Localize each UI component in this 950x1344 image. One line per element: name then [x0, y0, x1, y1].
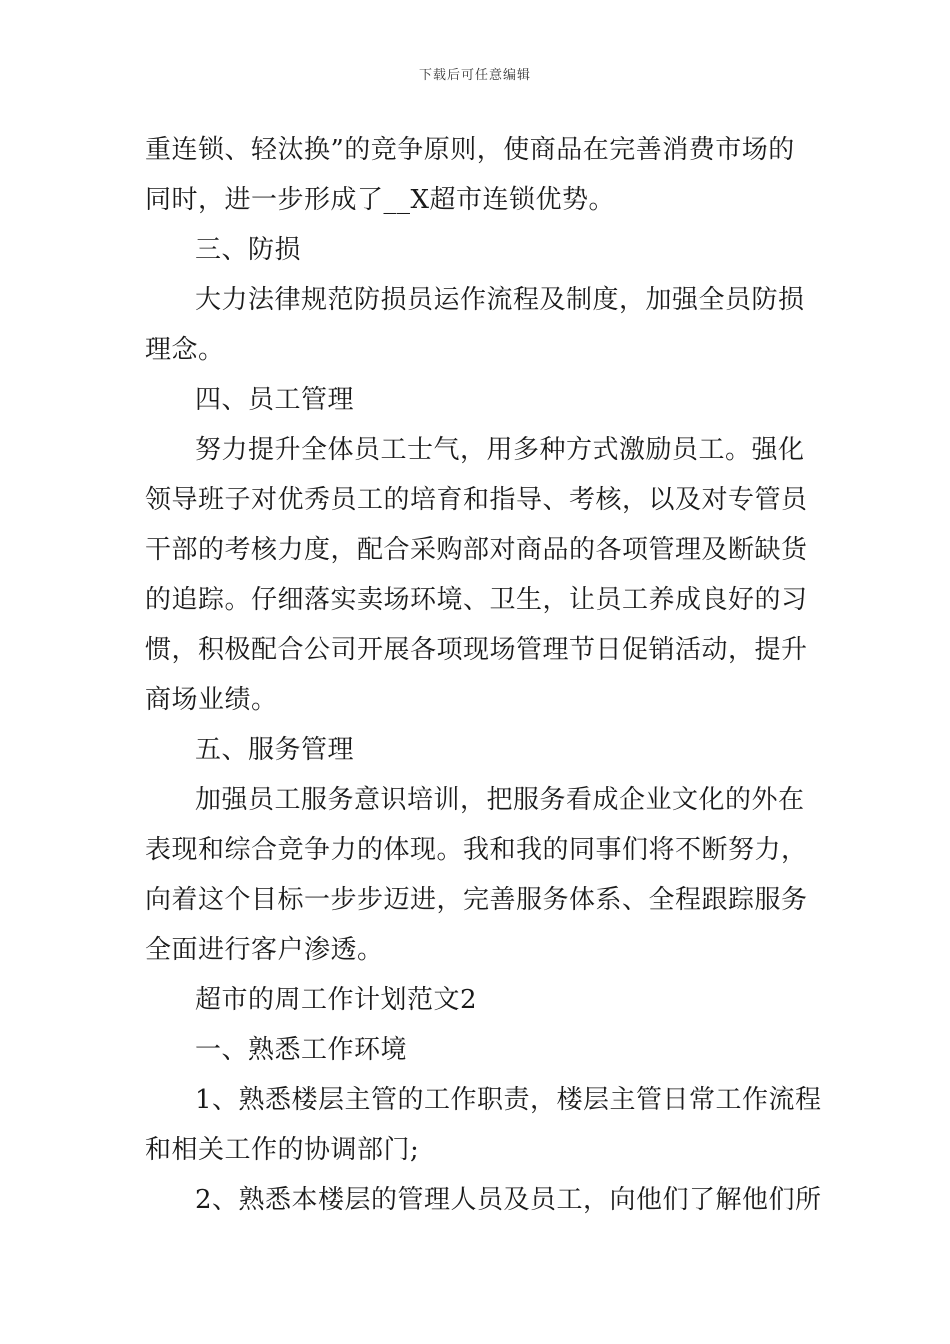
text-line: 全面进行客户渗透。: [145, 935, 384, 965]
text-line: 商场业绩。: [145, 685, 278, 715]
list-item: 1、熟悉楼层主管的工作职责，楼层主管日常工作流程: [195, 1085, 822, 1115]
list-item: 2、熟悉本楼层的管理人员及员工，向他们了解他们所: [195, 1185, 822, 1215]
header-note: 下载后可任意编辑: [418, 68, 531, 83]
text-line: 向着这个目标一步步迈进，完善服务体系、全程跟踪服务: [145, 885, 808, 915]
text-line: 大力法律规范防损员运作流程及制度，加强全员防损: [195, 285, 805, 315]
article-title: 超市的周工作计划范文2: [195, 985, 478, 1015]
section-heading-work-environment: 一、熟悉工作环境: [195, 1035, 408, 1065]
text-line: 干部的考核力度，配合采购部对商品的各项管理及断缺货: [145, 535, 808, 565]
text-line: 和相关工作的协调部门;: [145, 1135, 420, 1165]
section-heading-service-management: 五、服务管理: [195, 735, 355, 765]
text-line: 同时，进一步形成了__X超市连锁优势。: [145, 185, 616, 215]
document-body: [145, 125, 822, 1225]
text-line: 的追踪。仔细落实卖场环境、卫生，让员工养成良好的习: [145, 585, 808, 615]
text-line: 重连锁、轻汰换”的竞争原则，使商品在完善消费市场的: [145, 135, 795, 165]
section-heading-staff-management: 四、员工管理: [195, 385, 355, 415]
text-line: 加强员工服务意识培训，把服务看成企业文化的外在: [195, 785, 805, 815]
text-line: 理念。: [145, 335, 225, 365]
text-line: 领导班子对优秀员工的培育和指导、考核，以及对专管员: [145, 485, 808, 515]
text-line: 惯，积极配合公司开展各项现场管理节日促销活动，提升: [145, 635, 808, 665]
text-line: 努力提升全体员工士气，用多种方式激励员工。强化: [195, 435, 805, 465]
section-heading-loss-prevention: 三、防损: [195, 235, 302, 265]
text-line: 表现和综合竞争力的体现。我和我的同事们将不断努力，: [145, 835, 808, 865]
